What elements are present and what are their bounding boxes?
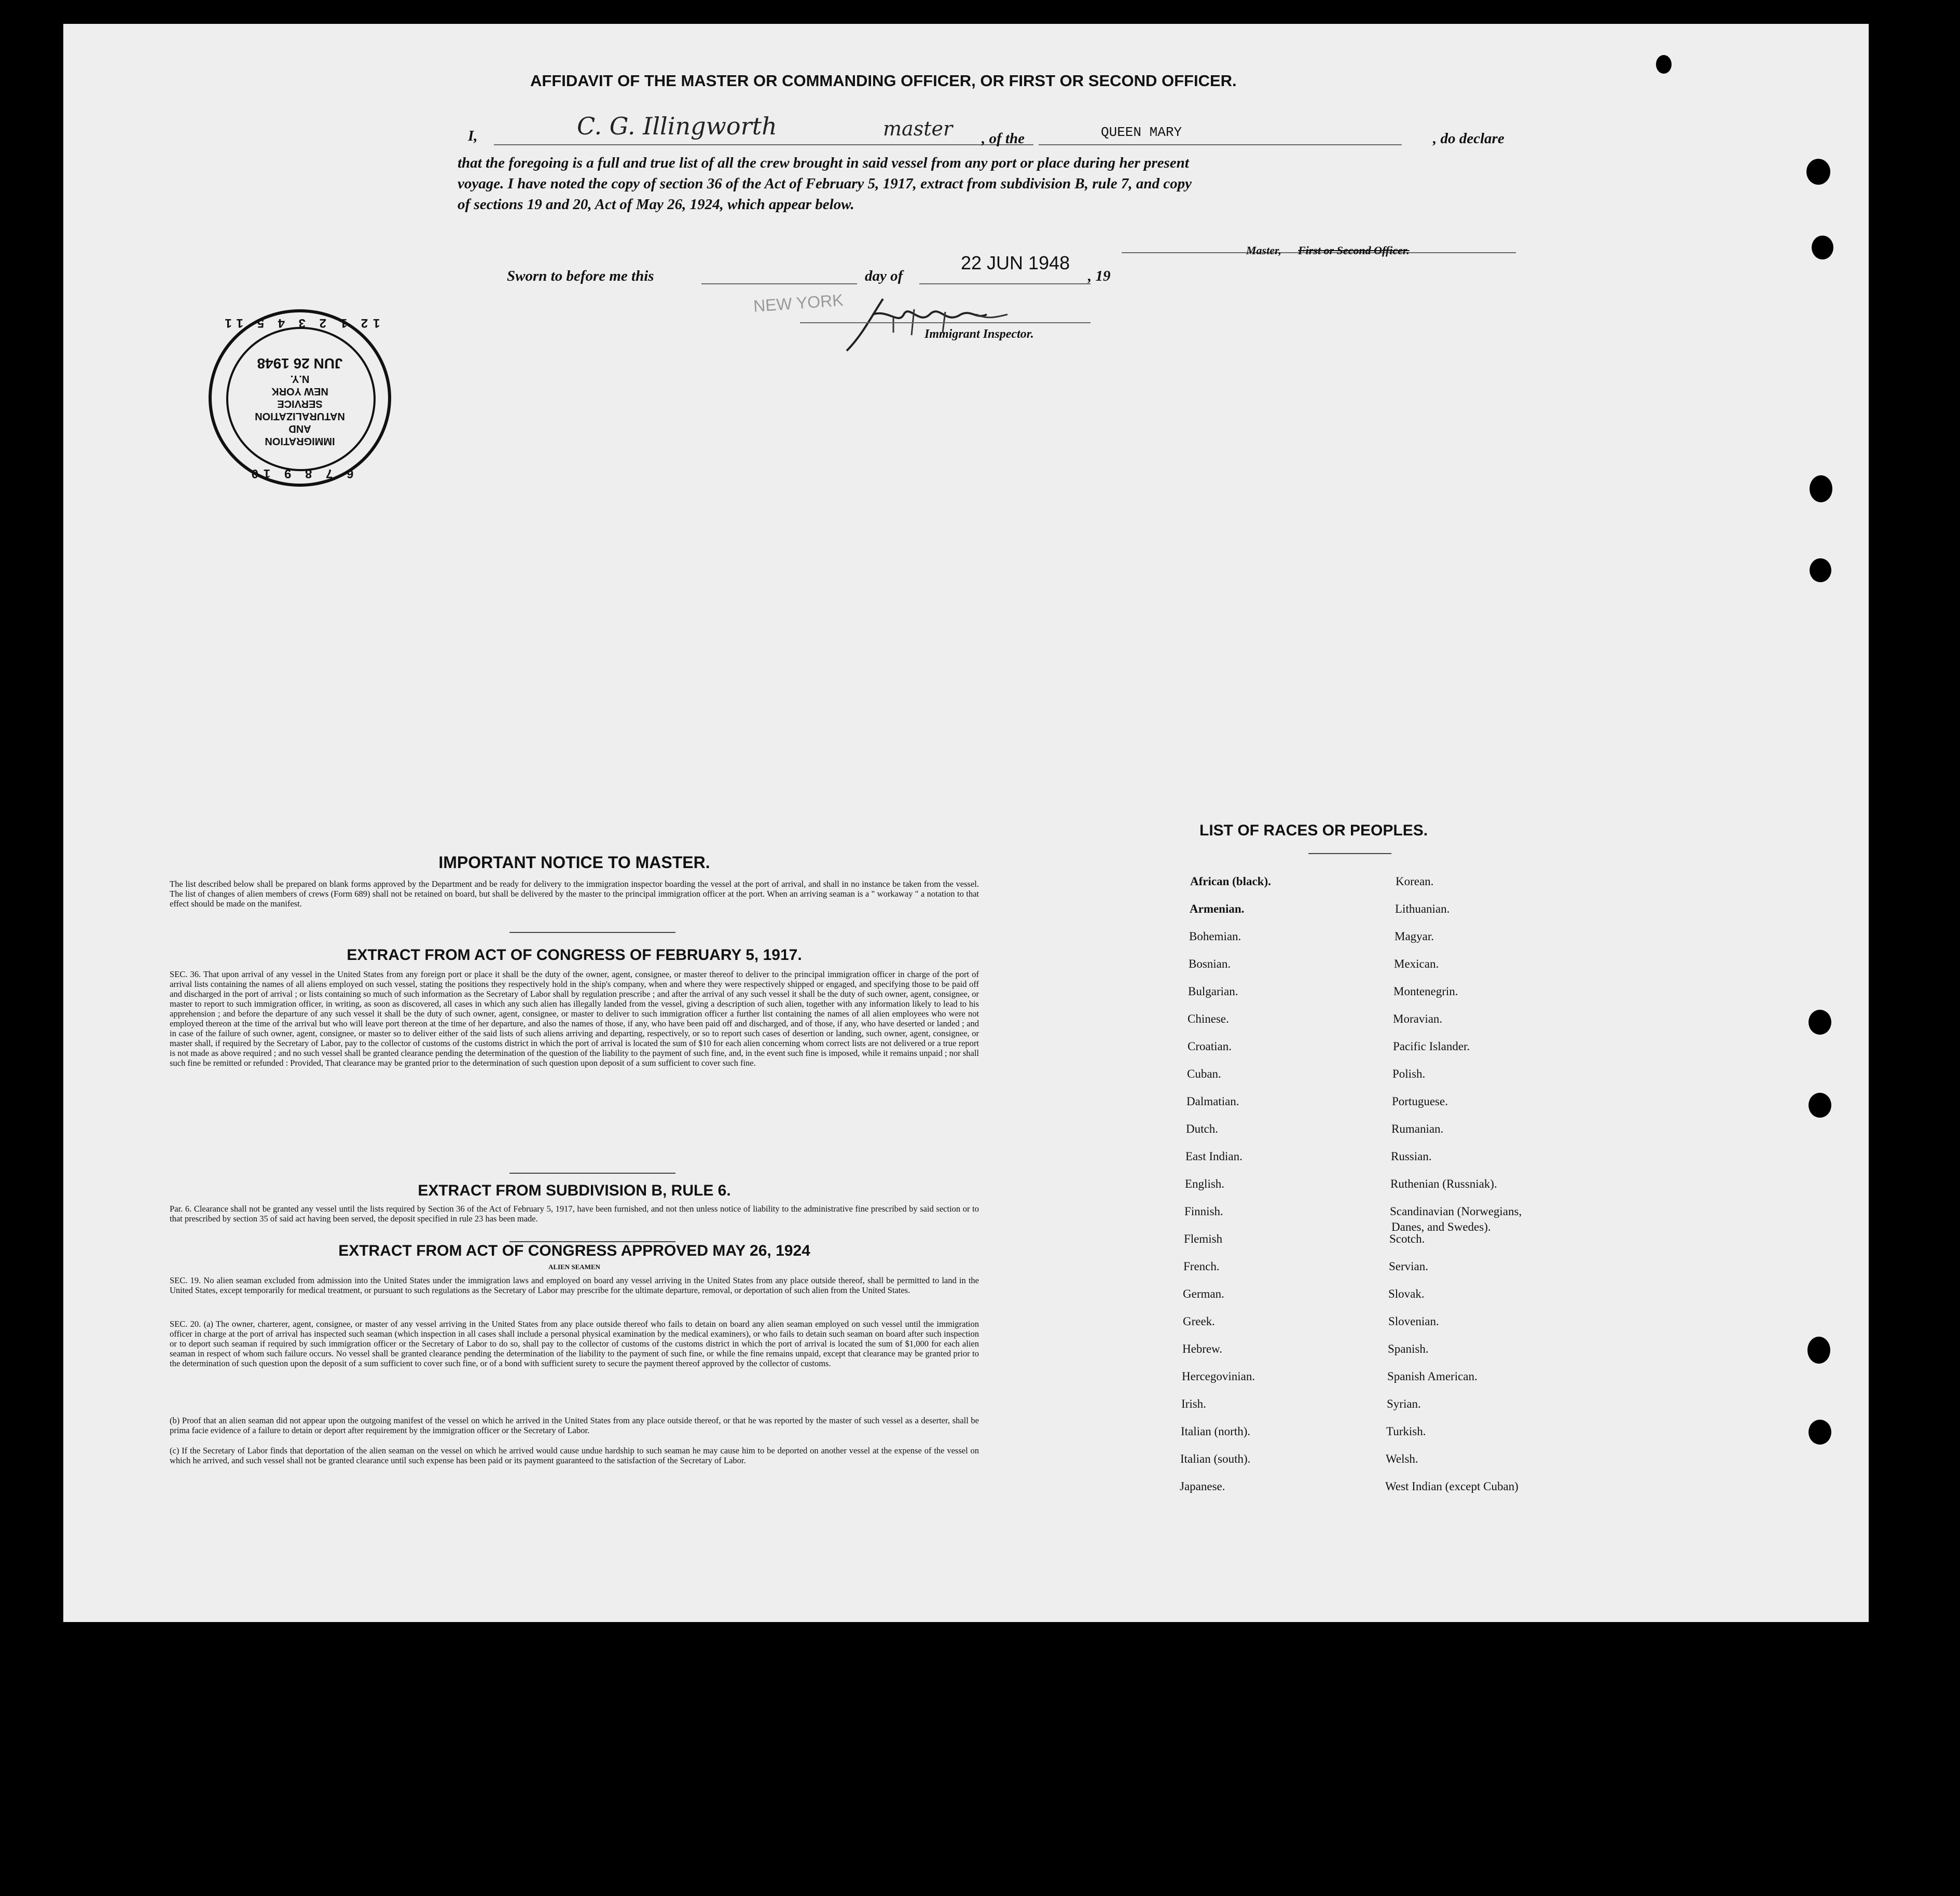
divider — [1308, 853, 1391, 854]
race-item: Moravian. — [1393, 1012, 1443, 1025]
punch-hole — [1656, 55, 1672, 74]
race-item: Hebrew. — [1182, 1342, 1223, 1355]
race-item: Syrian. — [1387, 1397, 1421, 1410]
officer-line — [494, 144, 1033, 145]
stamp-line-4: SERVICE — [277, 398, 323, 409]
place-stamp: NEW YORK — [752, 290, 844, 316]
race-item: German. — [1183, 1287, 1224, 1300]
extract-rule6-text: Par. 6. Clearance shall not be granted any vessel until the lists required by Section 36 of the Act of February 5, 1917, have been furnished, and not then unless notice of liability to the administrative fine prescribed by said section or to that prescribed by section 35 of said act having been served, the deposit specified in rule 23 has been made. — [170, 1204, 979, 1224]
officer-name: C. G. Illingworth — [577, 112, 777, 140]
stamp-number: 4 — [272, 316, 285, 330]
stamp-number: 10 — [246, 466, 271, 480]
race-item: Japanese. — [1180, 1480, 1225, 1493]
stamp-number: 2 — [314, 316, 327, 330]
punch-hole — [1809, 1010, 1831, 1035]
race-item: Bulgarian. — [1188, 985, 1238, 998]
sworn-day-line — [701, 283, 857, 284]
race-item: French. — [1183, 1260, 1220, 1273]
stamp-line-1: IMMIGRATION — [265, 435, 335, 447]
race-item: Bosnian. — [1189, 957, 1231, 970]
stamp-number: 3 — [293, 316, 306, 330]
stamp-number: 1 — [335, 316, 348, 330]
year-label: , 19 — [1088, 268, 1111, 284]
race-item: Danes, and Swedes). — [1391, 1220, 1491, 1233]
race-item: Rumanian. — [1391, 1122, 1444, 1135]
divider — [509, 932, 675, 933]
affidavit-line-4: of sections 19 and 20, Act of May 26, 1924, which appear below. — [458, 196, 854, 213]
day-of-label: day of — [865, 268, 903, 284]
extract-1917-text: SEC. 36. That upon arrival of any vessel in the United States from any foreign port or place it shall be the duty of the owner, agent, consignee, or master thereof to deliver to the principal immigration officer in charge of the port of arrival lists containing the names of all aliens employed on such vessel, stating the positions they respectively hold in the ship's company, when and where they were respectively shipped or engaged, and specifying those to be paid off and discharged in the port of arrival ; or lists containing so much of such information as the Secretary of Labor shall by regulation prescribe ; and after the arrival of any such vessel it shall be the duty of such owner, agent, consignee, or master to report to such immigration officer, in writing, as soon as discovered, all cases in which any such alien has illegally landed from the vessel, giving a description of such alien, together with any information likely to lead to his apprehension ; and before the departure of any such vessel it shall be the duty of such owner, agent, consignee, or master to deliver to such immigration officer a further list containing the names of all alien employees who were not employed thereon at the time of the arrival but who will leave port thereon at the time of her departure, and also the names of those, if any, who have been paid off and discharged, and of those, if any, who have deserted or landed ; and in case of the failure of such owner, agent, consignee, or master so to deliver either of the said lists of such aliens arriving and departing, respectively, or so to report such cases of desertion or landing, such owner, agent, consignee, or master shall, if required by the Secretary of Labor, pay to the collector of customs of the customs district in which the port of arrival is located the sum of $10 for each alien concerning whom correct lists are not delivered or a true report is not made as above required ; and no such vessel shall be granted clearance pending the determination of the question of the liability to the payment of such fine, and, in the event such fine is imposed, while it remains unpaid ; nor shall such fine be remitted or refunded : Provided, That clearance may be granted prior to the determination of such question upon deposit of a sum sufficient to cover such fine. — [170, 969, 979, 1068]
notice-text: The list described below shall be prepared on blank forms approved by the Department and be ready for delivery to the immigration inspector boarding the vessel at the port of arrival, and shall in no instance be taken from the vessel. The list of changes of alien members of crews (Form 689) shall not be retained on board, but shall be delivered by the master to the principal immigration officer at the port. When an arriving seaman is a " workaway " a notation to that effect should be made on the manifest. — [170, 879, 979, 909]
race-item: Croatian. — [1188, 1040, 1232, 1053]
vessel-line — [1039, 144, 1402, 145]
inspector-label: Immigrant Inspector. — [924, 327, 1034, 341]
race-item: Chinese. — [1188, 1012, 1229, 1025]
race-item: West Indian (except Cuban) — [1385, 1480, 1519, 1493]
vessel-name: QUEEN MARY — [1101, 125, 1182, 140]
race-item: Bohemian. — [1189, 930, 1241, 943]
race-item: Cuban. — [1187, 1067, 1221, 1080]
race-item: Dalmatian. — [1186, 1095, 1239, 1108]
i-label: I, — [468, 128, 478, 144]
races-title: LIST OF RACES OR PEOPLES. — [1199, 822, 1428, 839]
month-line — [919, 283, 1091, 284]
race-item: Greek. — [1183, 1315, 1215, 1328]
punch-hole — [1809, 1093, 1831, 1118]
officer-rank: master — [883, 117, 953, 140]
race-item: Slovak. — [1388, 1287, 1425, 1300]
stamp-number: 12 — [355, 316, 380, 330]
stamp-number: 9 — [279, 466, 292, 480]
inspector-line — [800, 322, 1091, 323]
of-the-label: , of the — [982, 130, 1025, 147]
race-item: Armenian. — [1190, 902, 1245, 915]
extract-1917-title: EXTRACT FROM ACT OF CONGRESS OF FEBRUARY 5, 1917. — [347, 946, 802, 964]
race-item: Servian. — [1389, 1260, 1429, 1273]
affidavit-title: AFFIDAVIT OF THE MASTER OR COMMANDING OFFICER, OR FIRST OR SECOND OFFICER. — [530, 72, 1237, 90]
race-item: East Indian. — [1185, 1150, 1243, 1163]
stamp-date: JUN 26 1948 — [257, 355, 343, 372]
sec19-text: SEC. 19. No alien seaman excluded from admission into the United States under the immigration laws and employed on board any vessel arriving in the United States from any place outside thereof, shall be permitted to land in the United States, except temporarily for medical treatment, or pursuant to such regulations as the Secretary of Labor may prescribe for the ultimate departure, removal, or deportation of such alien from the United States. — [170, 1275, 979, 1295]
race-item: Scotch. — [1389, 1232, 1425, 1245]
race-item: Turkish. — [1386, 1425, 1426, 1438]
affidavit-line-2: that the foregoing is a full and true list of all the crew brought in said vessel from any port or place during her present — [458, 155, 1189, 171]
punch-hole — [1806, 159, 1830, 185]
punch-hole — [1810, 558, 1831, 582]
extract-rule6-title: EXTRACT FROM SUBDIVISION B, RULE 6. — [418, 1182, 731, 1199]
punch-hole — [1807, 1337, 1830, 1364]
race-item: Italian (north). — [1181, 1425, 1251, 1438]
stamp-line-2: AND — [288, 423, 311, 434]
race-item: Scandinavian (Norwegians, — [1390, 1205, 1522, 1218]
punch-hole — [1812, 236, 1833, 259]
divider — [509, 1173, 675, 1174]
race-item: Italian (south). — [1180, 1452, 1251, 1465]
race-item: Mexican. — [1394, 957, 1439, 970]
race-item: Portuguese. — [1392, 1095, 1448, 1108]
race-item: Pacific Islander. — [1393, 1040, 1470, 1053]
race-item: Montenegrin. — [1393, 985, 1458, 998]
stamp-number: 6 — [341, 466, 354, 480]
stamp-line-5: NEW YORK — [271, 386, 328, 397]
immigration-stamp — [209, 309, 391, 487]
punch-hole — [1810, 475, 1832, 502]
race-item: English. — [1185, 1177, 1225, 1190]
sec20b-text: (b) Proof that an alien seaman did not appear upon the outgoing manifest of the vessel on which he arrived in the United States from any place outside thereof, or that he was reported by the master of such vessel as a deserter, shall be prima facie evidence of a failure to detain or deport after requirement by the immigration officer or the Secretary of Labor. — [170, 1416, 979, 1435]
sworn-label: Sworn to before me this — [507, 268, 654, 284]
race-item: Finnish. — [1184, 1205, 1223, 1218]
affidavit-line-3: voyage. I have noted the copy of section 36 of the Act of February 5, 1917, extract from subdivision B, rule 7, and copy — [458, 175, 1192, 192]
race-item: Dutch. — [1186, 1122, 1218, 1135]
race-item: Hercegovinian. — [1182, 1370, 1255, 1383]
race-item: Ruthenian (Russniak). — [1390, 1177, 1497, 1190]
master-label: Master, — [1246, 244, 1281, 257]
stamp-number: 8 — [300, 466, 312, 480]
race-item: African (black). — [1190, 875, 1271, 888]
stamp-number: 5 — [252, 316, 264, 330]
punch-hole — [1809, 1420, 1831, 1445]
race-item: Korean. — [1396, 875, 1434, 888]
stamp-line-3: NATURALIZATION — [255, 410, 345, 422]
date-stamp: 22 JUN 1948 — [961, 252, 1070, 273]
stamp-number: 7 — [321, 466, 333, 480]
race-item: Polish. — [1392, 1067, 1426, 1080]
notice-title: IMPORTANT NOTICE TO MASTER. — [438, 853, 710, 872]
document-page — [63, 24, 1869, 1622]
do-declare-label: , do declare — [1433, 130, 1504, 147]
struck-officer-label: First or Second Officer. — [1298, 244, 1410, 257]
race-item: Lithuanian. — [1395, 902, 1450, 915]
extract-1924-subtitle: ALIEN SEAMEN — [548, 1263, 601, 1271]
race-item: Slovenian. — [1388, 1315, 1439, 1328]
inspector-signature — [841, 294, 1070, 356]
sec20c-text: (c) If the Secretary of Labor finds that deportation of the alien seaman on the vessel on which he arrived would cause undue hardship to such seaman he may cause him to be deported on another vessel at the expense of the vessel on which he arrived, and such vessel shall not be granted clearance until such expense has been paid or its payment guaranteed to the satisfaction of the Secretary of Labor. — [170, 1446, 979, 1465]
race-item: Spanish American. — [1387, 1370, 1478, 1383]
race-item: Russian. — [1391, 1150, 1432, 1163]
race-item: Welsh. — [1386, 1452, 1418, 1465]
stamp-line-6: N.Y. — [290, 373, 310, 384]
sec20a-text: SEC. 20. (a) The owner, charterer, agent, consignee, or master of any vessel arriving in the United States from any place outside thereof who fails to detain on board any alien seaman employed on such vessel until the immigration officer in charge at the port of arrival has inspected such seaman (which inspection in all cases shall include a personal physical examination by the medical examiners), or who fails to detain such seaman on board after such inspection or to deport such seaman if required by such immigration officer or the Secretary of Labor to do so, shall pay to the collector of customs of the customs district in which the port of arrival is located the sum of $1,000 for each alien seaman in respect of whom such failure occurs. No vessel shall be granted clearance pending the determination of the liability to the payment of such fine, or while the fine remains unpaid, except that clearance may be granted prior to the determination of such question upon the deposit of a sum sufficient to cover such fine, or of a bond with sufficient surety to secure the payment thereof approved by the collector of customs. — [170, 1319, 979, 1368]
race-item: Magyar. — [1395, 930, 1434, 943]
race-item: Irish. — [1181, 1397, 1206, 1410]
stamp-number: 11 — [219, 316, 243, 330]
race-item: Flemish — [1184, 1232, 1223, 1245]
extract-1924-title: EXTRACT FROM ACT OF CONGRESS APPROVED MAY 26, 1924 — [338, 1242, 810, 1259]
race-item: Spanish. — [1388, 1342, 1429, 1355]
